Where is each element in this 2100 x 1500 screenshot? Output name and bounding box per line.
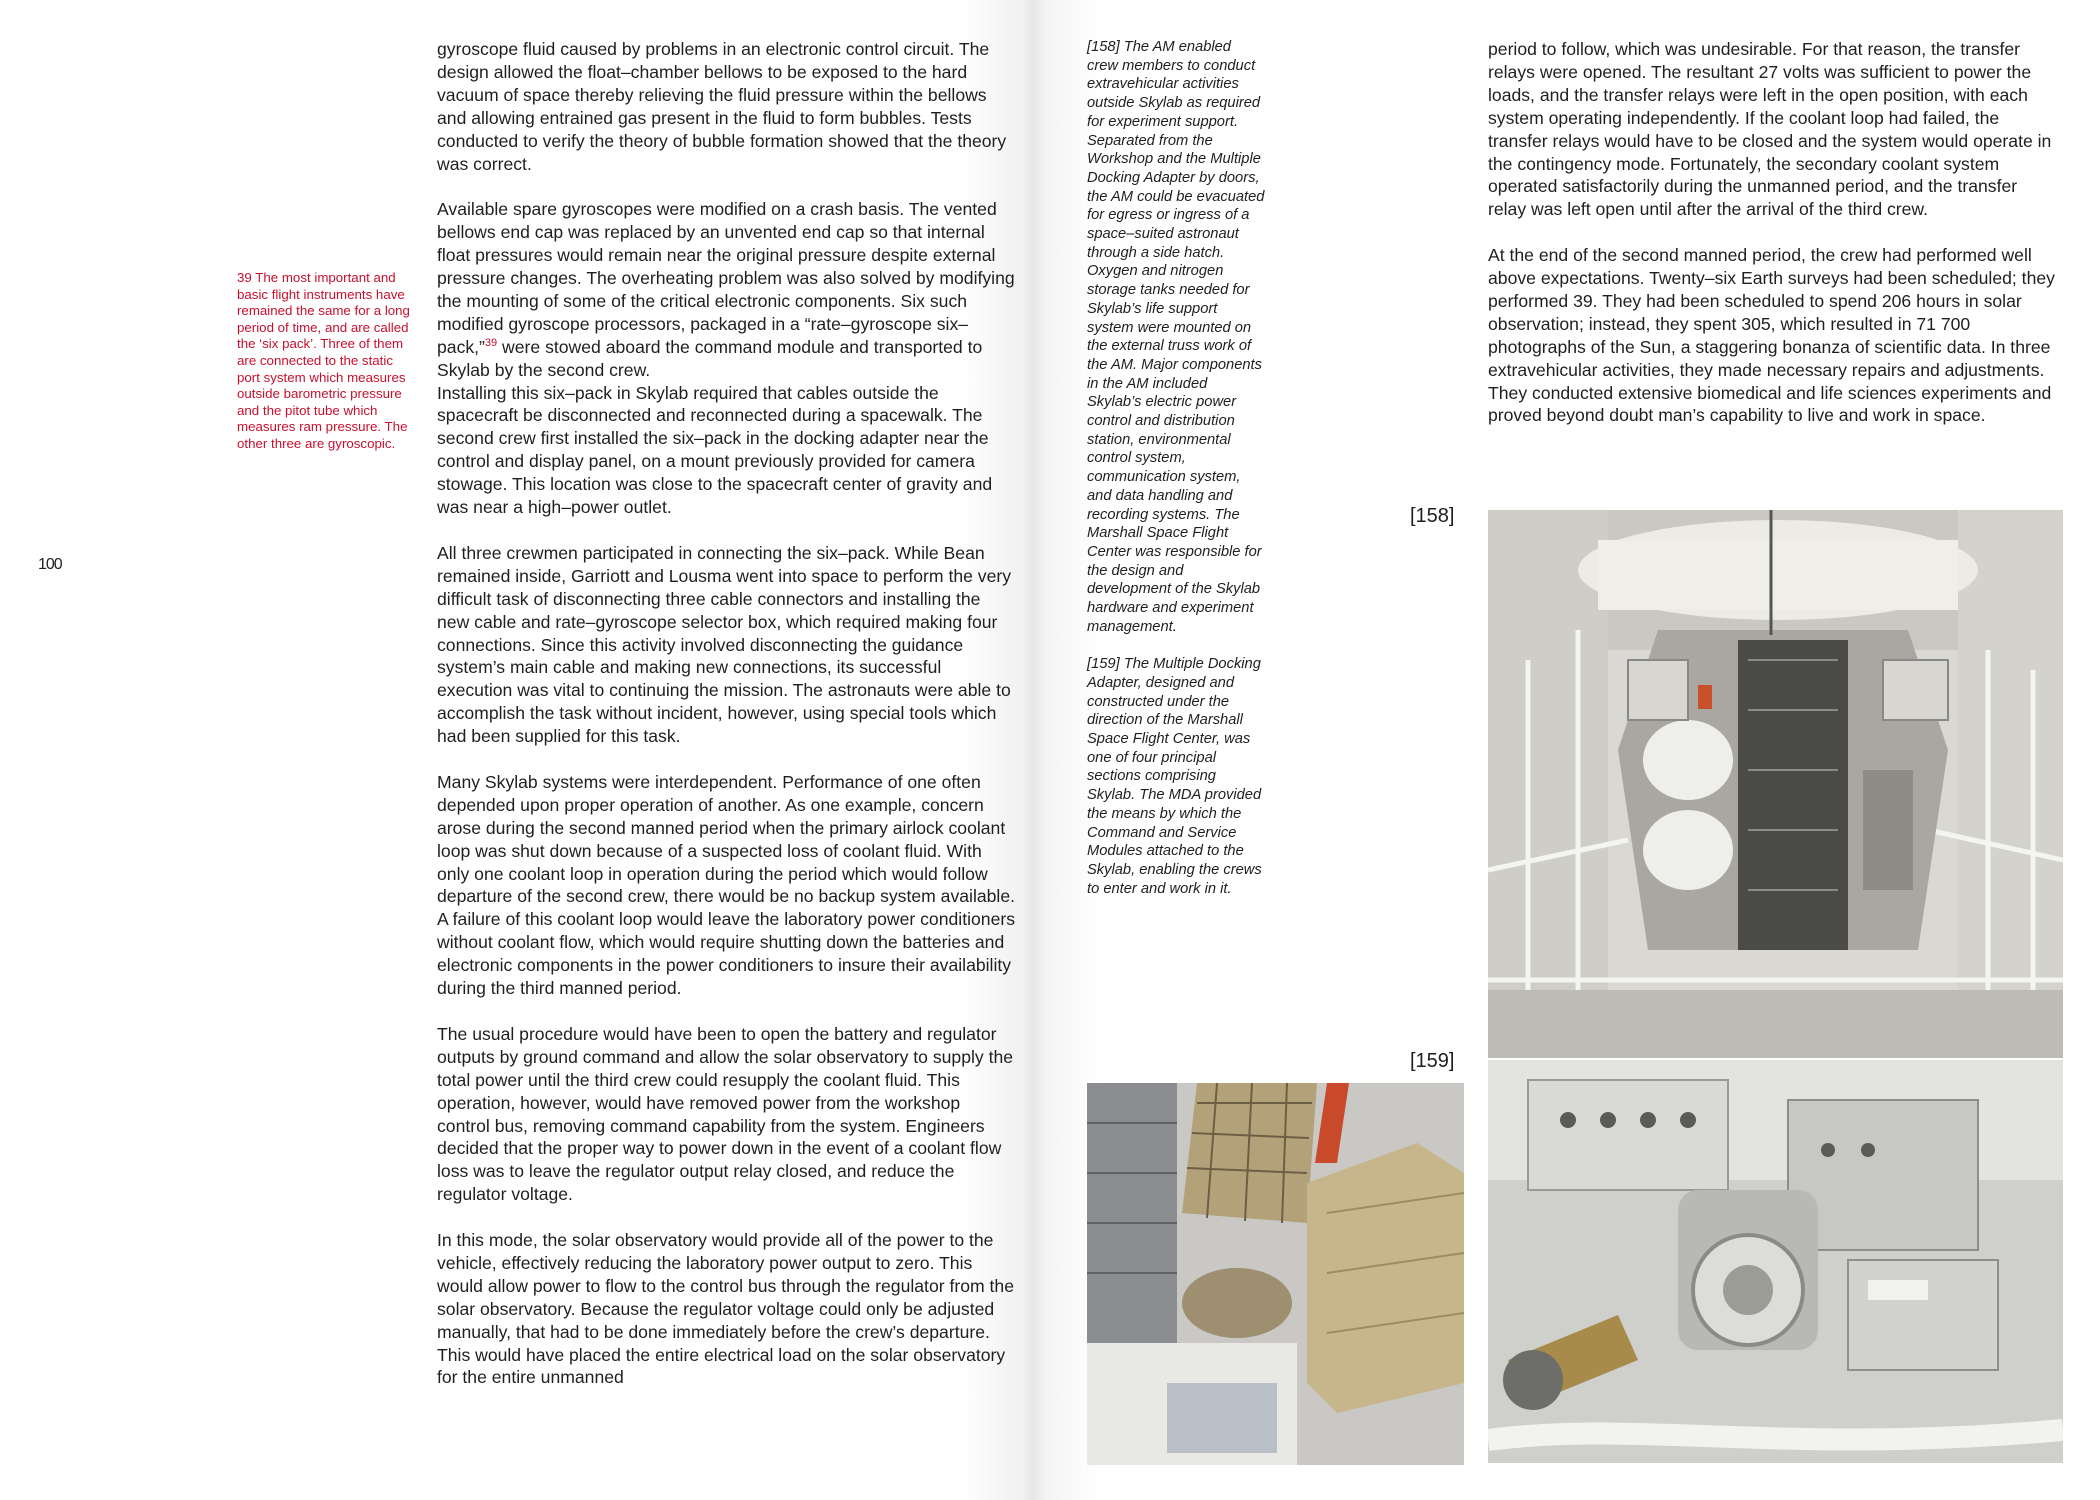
figure-label-158: [158] [1410,505,1455,527]
paragraph: Installing this six–pack in Skylab required that cables outside the spacecraft be disconnected and reconnected during a spacewalk. The second crew first installed the six–pack in the docking adapter near the control and display panel, on a mount previously provided for camera stowage. This location was close to the spacecraft center of gravity and was near a high–power outlet. [437,382,993,518]
figure-label-159: [159] [1410,1050,1455,1072]
paragraph: At the end of the second manned period, the crew had performed well above expectations. Twenty–six Earth surveys had been scheduled; they performed 39. They had been scheduled to spend 206 hours in solar observation; instead, they spent 305, which resulted in 71 700 photographs of the Sun, a staggering bonanza of scientific data. In three extravehicular activities, they made necessary repairs and adjustments. They conducted extensive biomedical and life sciences experiments and proved beyond doubt man’s capability to live and work in space. [1488,245,2055,426]
left-body-column [437,38,1015,1412]
docking-adapter-equipment-photo [1087,1083,1464,1465]
sidenote-39: 39 The most important and basic flight instruments have remained the same for a long period of time, and are called the ‘six pack’. Three of them are connected to the static port system which measures outside barometric pressure and the pitot tube which measures ram pressure. The other three are gyroscopic. [237,270,410,451]
paragraph: Many Skylab systems were interdependent. Performance of one often depended upon proper operation of another. As one example, concern arose during the second manned period when the primary airlock coolant loop was shut down because of a suspected loss of coolant fluid. With only one coolant loop in operation during the period which would follow departure of the second crew, there would be no backup system available. A failure of this coolant loop would leave the laboratory power conditioners without coolant flow, which would require shutting down the batteries and electronic components in the power conditioners to insure their availability during the third manned period. [437,771,1016,999]
paragraph-text: were stowed aboard the command module and transported to Skylab by the second crew. [437,336,983,380]
docking-adapter-interior-photo [1488,1060,2063,1463]
paragraph [437,198,1015,381]
paragraph: The usual procedure would have been to open the battery and regulator outputs by ground command and allow the solar observatory to supply the total power until the third crew could resupply the coolant fluid. This operation, however, would have removed power from the workshop control bus, removing command capability from the system. Engineers decided that the proper way to power down in the event of a coolant flow loss was to leave the regulator output relay closed, and reduce the regulator voltage. [437,1023,1014,1205]
airlock-module-photo [1488,510,2063,1058]
caption-column [1087,38,1265,917]
paragraph-text: Available spare gyroscopes were modified on a crash basis. The vented bellows end cap was replaced by an unvented end cap so that internal float pressures would remain near the original pressure despite external pressure changes. The overheating problem was also solved by modifying the mounting of some of the critical electronic components. Six such modified gyroscope processors, packaged in a “rate–gyroscope six–pack,” [437,199,1015,357]
paragraph: gyroscope fluid caused by problems in an electronic control circuit. The design allowed the float–chamber bellows to be exposed to the hard vacuum of space thereby relieving the fluid pressure within the bellows and allowing entrained gas present in the fluid to form bubbles. Tests conducted to verify the theory of bubble formation showed that the theory was correct. [437,39,1007,174]
footnote-reference[interactable]: 39 [484,336,498,349]
paragraph: In this mode, the solar observatory would provide all of the power to the vehicle, effectively reducing the laboratory power output to zero. This would allow power to flow to the control bus through the regulator from the solar observatory. Because the regulator voltage could only be adjusted manually, that had to be done immediately before the crew’s departure. This would have placed the entire electrical load on the solar observatory for the entire unmanned [437,1230,1015,1388]
paragraph: period to follow, which was undesirable. For that reason, the transfer relays were opened. The resultant 27 volts was sufficient to power the loads, and the transfer relays were left in the open position, with each system operating independently. If the coolant loop had failed, the transfer relays would have to be closed and the system would operate in the contingency mode. Fortunately, the secondary coolant system operated satisfactorily during the unmanned period, and the transfer relay was left open until after the arrival of the third crew. [1488,39,2052,220]
paragraph: All three crewmen participated in connecting the six–pack. While Bean remained inside, Garriott and Lousma went into space to perform the very difficult task of disconnecting three cable connectors and installing the new cable and rate–gyroscope selector box, which required making four connections. Since this activity involved disconnecting the guidance system’s main cable and making new connections, its successful execution was vital to continuing the mission. The astronauts were able to accomplish the task without incident, however, using special tools which had been supplied for this task. [437,542,1012,747]
page-number: 100 [38,556,62,573]
caption-158: [158] The AM enabled crew members to conduct extravehicular activities outside Skylab as required for experiment support. Separated from the Workshop and the Multiple Docking Adapter by doors, the AM could be evacuated for egress or ingress of a space–suited astronaut through a side hatch. Oxygen and nitrogen storage tanks needed for Skylab’s life support system were mounted on the external truss work of the AM. Major components in the AM included Skylab’s electric power control and distribution station, environmental control system, communication system, and data handling and recording systems. The Marshall Space Flight Center was responsible for the design and development of the Skylab hardware and experiment management. [1087,39,1265,635]
right-body-column [1488,38,2060,450]
caption-159: [159] The Multiple Docking Adapter, designed and constructed under the direction of the Marshall Space Flight Center, was one of four principal sections comprising Skylab. The MDA provided the means by which the Command and Service Modules attached to the Skylab, enabling the crews to enter and work in it. [1087,656,1262,897]
